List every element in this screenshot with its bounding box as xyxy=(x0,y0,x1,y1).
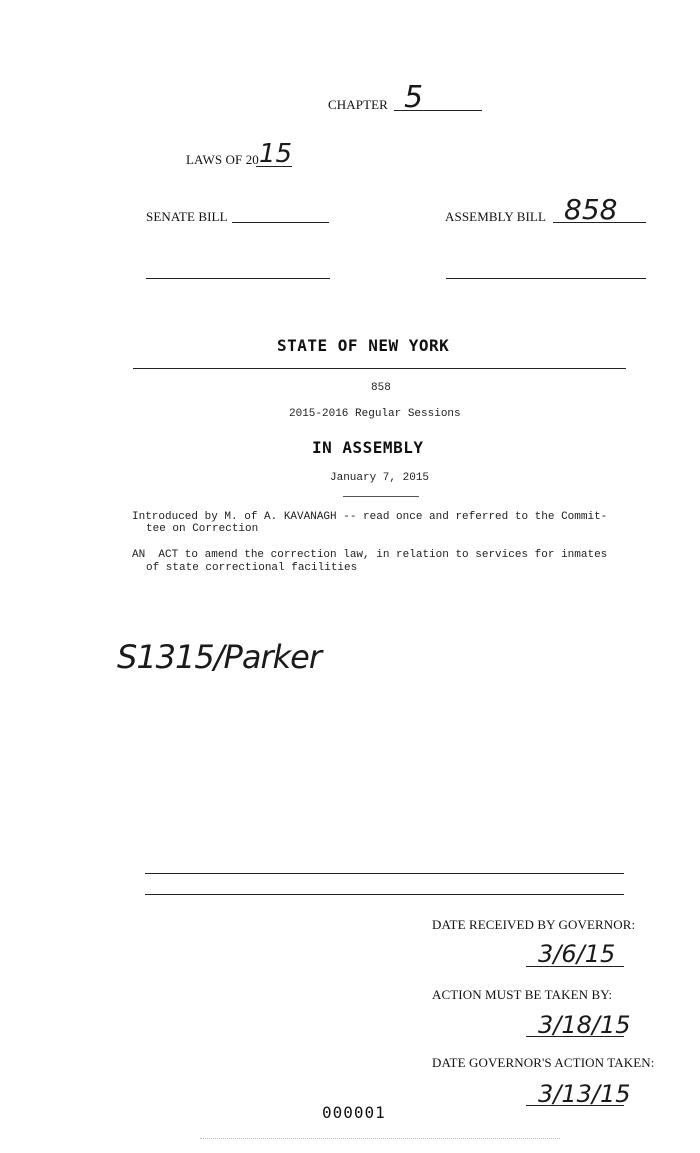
sessions-text: 2015-2016 Regular Sessions xyxy=(289,408,461,420)
chapter-underline xyxy=(394,110,482,111)
chapter-number: 5 xyxy=(404,80,424,115)
act-line-1: AN ACT to amend the correction law, in relation to services for inmates xyxy=(132,549,608,561)
received-underline xyxy=(526,966,624,967)
action-by-date: 3/18/15 xyxy=(538,1011,631,1039)
act-line-2: of state correctional facilities xyxy=(146,562,358,574)
action-taken-label: DATE GOVERNOR'S ACTION TAKEN: xyxy=(432,1055,655,1070)
state-title: STATE OF NEW YORK xyxy=(277,336,450,355)
blank-line-left xyxy=(146,278,330,279)
lower-rule-2 xyxy=(145,894,624,895)
assembly-bill-underline xyxy=(553,222,646,223)
introduced-line-2: tee on Correction xyxy=(146,523,259,535)
companion-bill-annotation: S1315/Parker xyxy=(117,638,321,676)
date-rule xyxy=(343,496,419,497)
laws-underline xyxy=(256,166,292,167)
scan-noise-line xyxy=(200,1138,560,1139)
bill-number: 858 xyxy=(371,382,391,394)
laws-year: 15 xyxy=(259,139,293,169)
chapter-label: CHAPTER xyxy=(328,97,388,112)
house-title: IN ASSEMBLY xyxy=(312,438,424,457)
title-rule xyxy=(133,368,626,369)
received-label: DATE RECEIVED BY GOVERNOR: xyxy=(432,917,636,932)
bill-date: January 7, 2015 xyxy=(330,472,430,484)
action-taken-date: 3/13/15 xyxy=(538,1080,631,1108)
received-date: 3/6/15 xyxy=(538,940,616,968)
senate-bill-label: SENATE BILL xyxy=(146,209,228,224)
action-by-label: ACTION MUST BE TAKEN BY: xyxy=(432,987,613,1002)
senate-bill-underline xyxy=(232,222,329,223)
page-code: 000001 xyxy=(322,1103,386,1122)
introduced-line-1: Introduced by M. of A. KAVANAGH -- read once and referred to the Commit- xyxy=(132,511,608,523)
laws-label: LAWS OF 20 xyxy=(186,152,259,167)
lower-rule-1 xyxy=(145,873,624,874)
action-taken-underline xyxy=(526,1105,624,1106)
assembly-bill-number: 858 xyxy=(564,193,618,226)
action-by-underline xyxy=(526,1036,624,1037)
blank-line-right xyxy=(446,278,646,279)
assembly-bill-label: ASSEMBLY BILL xyxy=(445,209,546,224)
